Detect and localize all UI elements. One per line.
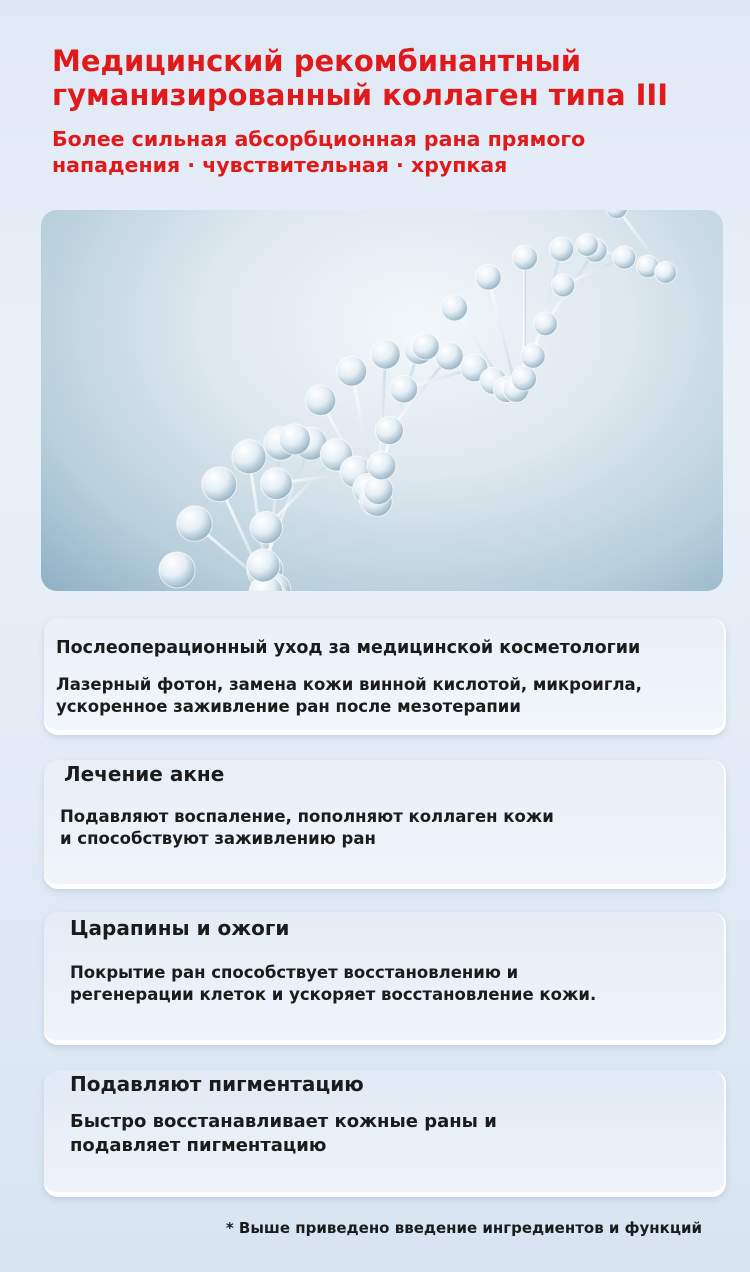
card-scratches [44,912,726,1045]
card-text: Покрытие ран способствует восстановлению и регенерации клеток и ускоряет восстановление кожи. [70,963,597,1004]
card-title: Лечение акне [64,762,225,786]
dna-bead [412,333,439,360]
dna-bead [371,340,400,369]
page-title: Медицинский рекомбинантный гуманизированный коллаген типа III [52,44,668,112]
footnote: * Выше приведено введение ингредиентов и функций [225,1219,702,1237]
dna-bead [261,468,293,500]
dna-bead [576,234,599,257]
dna-bead [552,274,575,297]
dna-bead [232,440,266,474]
dna-bead [441,295,467,321]
dna-bead [613,246,636,269]
dna-bead [475,264,501,290]
card-cosmetology [44,618,726,735]
card-text: Подавляют воспаление, пополняют коллаген кожи и способствуют заживлению ран [60,807,554,848]
dna-hero-image [41,210,723,591]
card-pigmentation [44,1070,726,1197]
dna-bead [250,511,282,543]
dna-bead [279,424,310,455]
card-title: Царапины и ожоги [70,916,290,940]
dna-bead [367,451,396,480]
card-title: Послеоперационный уход за медицинской косметологии [56,638,641,658]
dna-bead [247,549,280,582]
dna-bead [534,312,558,336]
card-text: Быстро восстанавливает кожные раны и подавляет пигментацию [70,1111,497,1156]
dna-bead [512,245,537,270]
dna-bead [390,375,417,402]
card-title: Подавляют пигментацию [70,1072,364,1096]
dna-helix-icon [41,210,723,591]
dna-bead [305,385,336,416]
dna-bead [375,416,403,444]
dna-bead [159,552,195,588]
dna-bead [549,237,573,261]
card-acne [44,760,726,889]
dna-bead [511,366,536,391]
dna-bead [202,467,237,502]
dna-bead [177,506,212,541]
page-subtitle: Более сильная абсорбционная рана прямого нападения · чувствительная · хрупкая [52,127,586,177]
card-text: Лазерный фотон, замена кожи винной кислотой, микроигла, ускоренное заживление ран после мезотерапии [56,675,642,716]
dna-bead [337,356,367,386]
dna-bead [521,344,545,368]
dna-bead [654,261,676,283]
dna-rung [533,249,561,356]
